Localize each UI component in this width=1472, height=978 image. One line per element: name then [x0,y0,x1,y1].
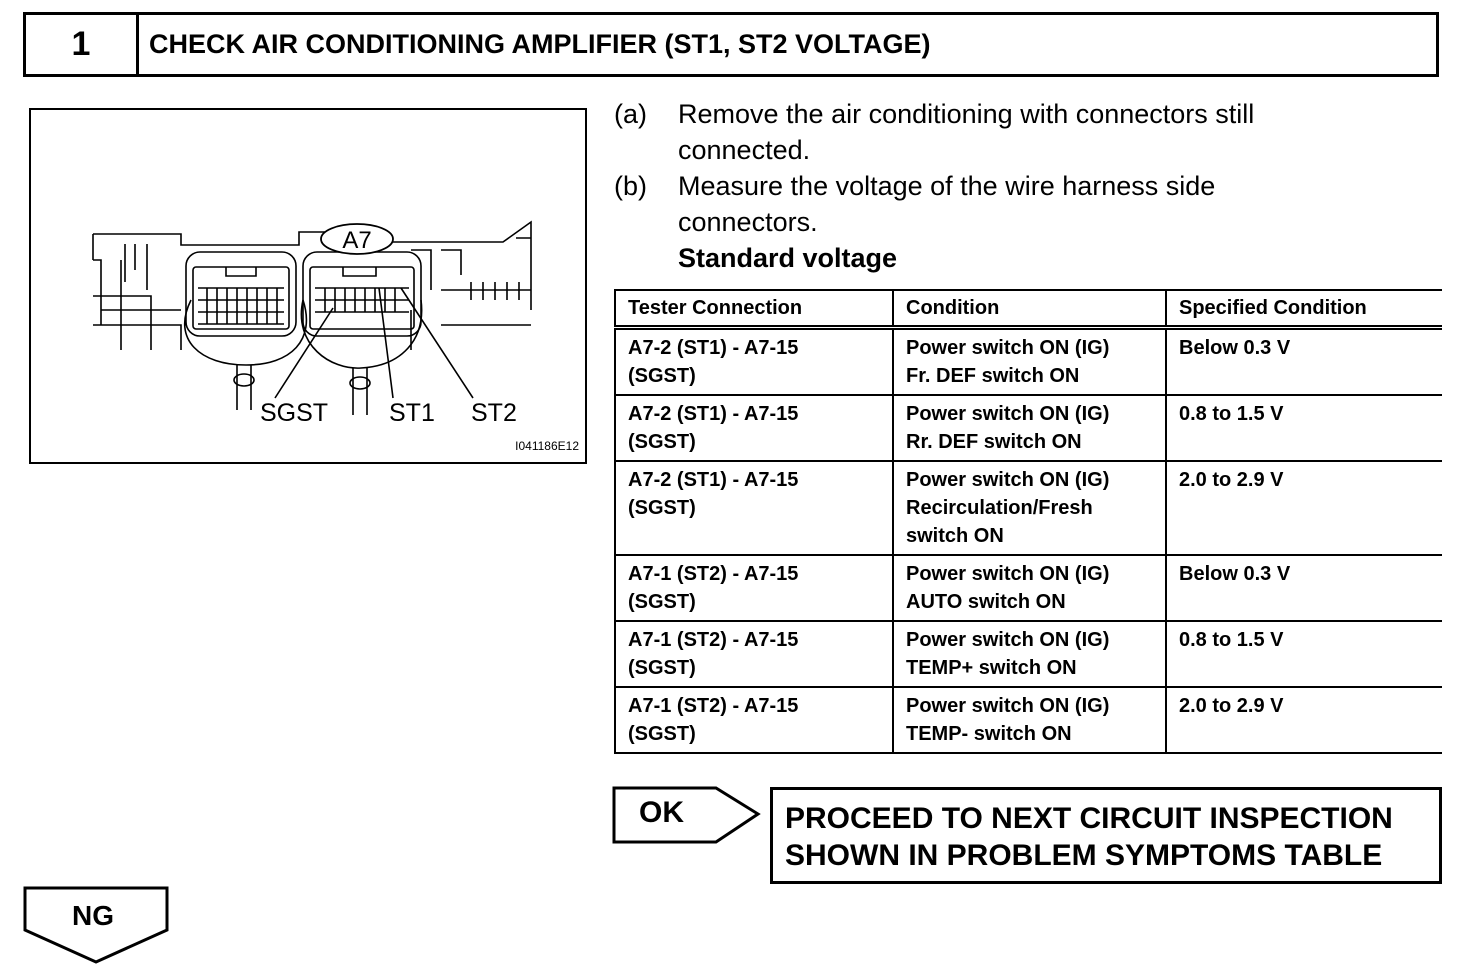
cell-line: TEMP+ switch ON [906,657,1077,679]
terminal-label-st1: ST1 [389,399,435,427]
cell-line: Power switch ON (IG) [906,629,1110,651]
step-title: CHECK AIR CONDITIONING AMPLIFIER (ST1, ST2 VOLTAGE) [149,29,931,59]
condition-cell [893,687,1166,753]
spec-table [614,289,1442,754]
instruction-letter: (a) [614,99,647,129]
cell-line: (SGST) [628,431,696,453]
tester-connection-cell [615,555,893,621]
instruction-text: Remove the air conditioning with connectors still [678,99,1255,129]
specified-condition-cell: 0.8 to 1.5 V [1166,621,1442,687]
cell-line: (SGST) [628,657,696,679]
tester-connection-cell [615,461,893,555]
cell-line: Power switch ON (IG) [906,695,1110,717]
cell-line: (SGST) [628,365,696,387]
ok-arrow-shape [612,786,762,846]
cell-line: Rr. DEF switch ON [906,431,1082,453]
table-row [615,621,1442,687]
cell-line: Power switch ON (IG) [906,469,1110,491]
specified-condition-cell: 0.8 to 1.5 V [1166,395,1442,461]
terminal-label-sgst: SGST [260,399,329,427]
cell-line: Power switch ON (IG) [906,563,1110,585]
connector-illustration [31,110,589,466]
cell-line: Power switch ON (IG) [906,337,1110,359]
specified-condition-cell: Below 0.3 V [1166,555,1442,621]
terminal-label-st2: ST2 [471,399,517,427]
instruction-text: connected. [678,135,811,165]
cell-line: A7-2 (ST1) - A7-15 [628,403,799,425]
table-row [615,328,1442,396]
cell-line: (SGST) [628,497,696,519]
figure-code: I041186E12 [515,439,579,453]
instruction-b [614,168,1434,240]
connector-id-label: A7 [342,227,372,254]
cell-line: (SGST) [628,591,696,613]
specified-condition-cell: Below 0.3 V [1166,328,1442,396]
step-header [23,12,1439,77]
cell-line: A7-2 (ST1) - A7-15 [628,469,799,491]
connector-diagram [29,108,587,464]
tester-connection-cell [615,687,893,753]
condition-cell [893,328,1166,396]
table-row [615,555,1442,621]
condition-cell [893,395,1166,461]
step-number: 1 [26,15,139,74]
condition-cell [893,461,1166,555]
table-row [615,687,1442,753]
specified-condition-cell: 2.0 to 2.9 V [1166,687,1442,753]
standard-voltage-heading: Standard voltage [678,243,898,273]
cell-line: Recirculation/Fresh [906,497,1093,519]
cell-line: AUTO switch ON [906,591,1066,613]
ok-result-box [770,787,1442,884]
ok-label: OK [639,796,684,829]
ok-result-line: SHOWN IN PROBLEM SYMPTOMS TABLE [785,839,1383,872]
instruction-text: connectors. [678,207,818,237]
cell-line: A7-1 (ST2) - A7-15 [628,629,799,651]
condition-cell [893,555,1166,621]
instruction-letter: (b) [614,171,647,201]
cell-line: A7-1 (ST2) - A7-15 [628,563,799,585]
ng-label: NG [72,900,114,931]
table-row [615,395,1442,461]
cell-line: Fr. DEF switch ON [906,365,1080,387]
cell-line: A7-2 (ST1) - A7-15 [628,337,799,359]
instruction-a [614,96,1434,168]
cell-line: A7-1 (ST2) - A7-15 [628,695,799,717]
cell-line: switch ON [906,525,1004,547]
instructions [614,96,1434,276]
specified-condition-cell: 2.0 to 2.9 V [1166,461,1442,555]
condition-cell [893,621,1166,687]
cell-line: Power switch ON (IG) [906,403,1110,425]
ok-result-line: PROCEED TO NEXT CIRCUIT INSPECTION [785,802,1393,835]
table-row [615,461,1442,555]
column-header: Specified Condition [1166,290,1442,328]
column-header: Condition [893,290,1166,328]
cell-line: TEMP- switch ON [906,723,1072,745]
tester-connection-cell [615,328,893,396]
cell-line: (SGST) [628,723,696,745]
instruction-text: Measure the voltage of the wire harness side [678,171,1216,201]
tester-connection-cell [615,395,893,461]
column-header: Tester Connection [615,290,893,328]
tester-connection-cell [615,621,893,687]
table-header-row [615,290,1442,328]
